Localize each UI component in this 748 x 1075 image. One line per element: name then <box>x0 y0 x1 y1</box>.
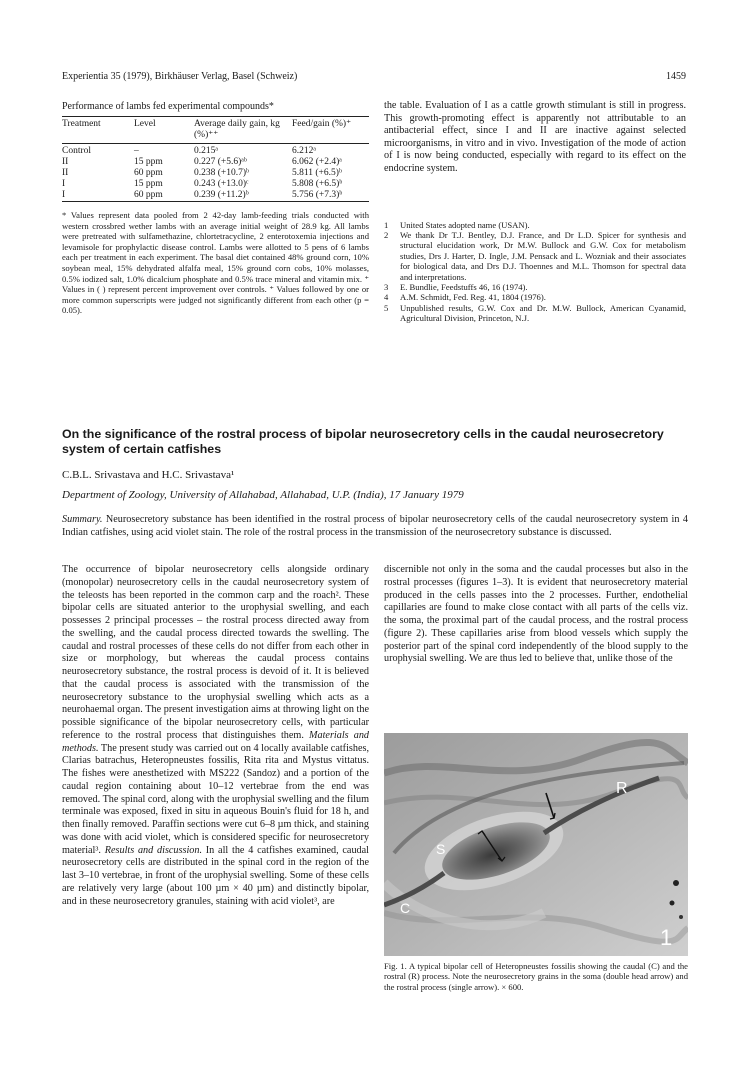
cell-feed-gain: 5.808 (+6.5)ᵇ <box>292 179 343 189</box>
cell-treatment: II <box>62 168 69 178</box>
results-text: In all the 4 catfishes examined, caudal neurosecretory cells are distributed in the spinal cord in the region of the last 3–10 vertebrae, in front of the urophysial swelling. Some of these cells are relatively very large (about 100 µm × 40 µm) and distinctly bipolar, and in these neurosecretory granules, staining with acid violet³, are <box>62 844 369 907</box>
figure-caption: Fig. 1. A typical bipolar cell of Heteropneustes fossilis showing the caudal (C) and the rostral (R) process. Note the neurosecretory grains in the soma (double head arrow) and the rostral process (single arrow). × 600. <box>384 961 688 992</box>
reference-number: 4 <box>384 292 389 303</box>
reference-text: E. Bundlie, Feedstuffs 46, 16 (1974). <box>400 282 528 292</box>
cell-feed-gain: 5.811 (+6.5)ᵇ <box>292 168 342 178</box>
cell-treatment: I <box>62 190 66 200</box>
cell-treatment: Control <box>62 146 92 156</box>
reference-item <box>384 220 686 230</box>
table-row <box>62 190 369 202</box>
reference-item <box>384 303 686 324</box>
methods-label: Materials and methods. <box>62 729 370 754</box>
micrograph-figure <box>384 733 688 956</box>
table-header-row <box>62 117 369 144</box>
reference-number: 3 <box>384 282 389 292</box>
label-caudal: C <box>400 900 411 916</box>
reference-number: 5 <box>384 302 389 313</box>
cell-gain: 0.238 (+10.7)ᵇ <box>194 168 250 178</box>
header-feed-gain: Feed/gain (%)⁺ <box>292 119 352 129</box>
micrograph-image <box>384 733 688 956</box>
header-level: Level <box>134 119 156 129</box>
cell-level: – <box>134 146 139 156</box>
intro-paragraph <box>62 564 369 908</box>
cell-treatment: II <box>62 157 69 167</box>
header-gain: Average daily gain, kg (%)⁺⁺ <box>194 119 280 140</box>
article-title: On the significance of the rostral process of bipolar neurosecretory cells in the caudal neurosecretory system of certain catfishes <box>62 427 664 456</box>
reference-text: Unpublished results, G.W. Cox and Dr. M.W. Bullock, American Cyanamid, Agricultural Division, Princeton, N.J. <box>400 302 686 324</box>
article-authors: C.B.L. Srivastava and H.C. Srivastava¹ <box>62 469 235 481</box>
cell-gain: 0.215ᵃ <box>194 146 218 156</box>
table-column <box>62 100 369 316</box>
performance-table <box>62 116 369 202</box>
reference-list <box>384 220 686 324</box>
cell-level: 60 ppm <box>134 190 163 200</box>
reference-number: 1 <box>384 219 389 230</box>
summary-label: Summary. <box>62 514 103 525</box>
methods-text: The present study was carried out on 4 locally available catfishes, Clarias batrachus, Heteropneustes fossilis, Rita rita and Mystus vittatus. The fishes were anesthetized with MS222 (Sandoz) and a portion of the caudal region containing about 10–12 vertebrae from the end was removed. The spinal cord, along with the urophysial swelling and the filum terminale was exposed, fixed in situ in aqueous Bouin's fluid for 18 h, and then finally removed. Paraffin sections were cut 6–8 µm thick, and staining was done with acid violet, which is considered specific for neurosecretory material³. <box>62 742 369 856</box>
table-row <box>62 168 369 179</box>
reference-text: A.M. Schmidt, Fed. Reg. 41, 1804 (1976). <box>400 292 546 303</box>
table-row <box>62 157 369 168</box>
page-number: 1459 <box>666 71 686 82</box>
reference-text: United States adopted name (USAN). <box>400 219 530 230</box>
table-footnote: * Values represent data pooled from 2 42-day lamb-feeding trials conducted with western crossbred wether lambs with an average initial weight of 28.9 kg. All lambs were pretreated with sulfamethazine, chlortetracycline, 2 enterotoxemia injections and levamisole for prophylactic disease control. Lambs were allotted to 5 pens of 6 lambs each per treatment in each experiment. The basal diet contained 48% ground corn, 10% soybean meal, 15% dehydrated alfalfa meal, 15% ground corn cobs, 10% molasses, 0.5% iodized salt, 1.0% dicalcium phosphate and 0.5% trace mineral and vitamin mix. ⁺ Values in ( ) represent percent improvement over controls. ⁺ Values followed by one or more common superscripts were judged not significantly different from each other (p = 0.05). <box>62 210 369 316</box>
label-soma: S <box>436 841 446 857</box>
cell-level: 15 ppm <box>134 179 163 189</box>
article-summary <box>62 514 688 539</box>
cell-treatment: I <box>62 179 66 189</box>
label-figure-number: 1 <box>660 925 673 950</box>
page-header <box>62 71 686 85</box>
header-treatment: Treatment <box>62 119 101 129</box>
cell-level: 60 ppm <box>134 168 163 178</box>
reference-item <box>384 282 686 292</box>
reference-item <box>384 292 686 302</box>
results-label: Results and discussion. <box>104 844 203 856</box>
table-title: Performance of lambs fed experimental compounds* <box>62 101 274 112</box>
table-row <box>62 144 369 158</box>
intro-text: The occurrence of bipolar neurosecretory cells alongside ordinary (monopolar) neurosecretory cells in the caudal neurosecretory system of the teleosts has been reported in the common carp and the roach². These bipolar cells are situated anterior to the urophysial swelling, and each possesses 2 principal processes – the rostral process directed away from the swelling, and the caudal process directed towards the swelling. The caudal and rostral processes of these cells do not differ from each other in size or morphology, but whereas the caudal process contains neurosecretory substance, the rostral process is devoid of it. It is believed that the caudal process is associated with the transmission of the neurosecretory substance to the urophysial swelling which acts as a neurohaemal organ. The present investigation aims at throwing light on the possible significance of the bipolar neurosecretory cells, with particular reference to the rostral process that distinguishes them. <box>62 564 369 741</box>
cell-gain: 0.227 (+5.6)ᵃᵇ <box>194 157 247 167</box>
cell-feed-gain: 6.062 (+2.4)ᵃ <box>292 157 342 167</box>
label-rostral: R <box>616 780 628 797</box>
right-column-top <box>384 100 686 324</box>
cell-feed-gain: 6.212ᵃ <box>292 146 316 156</box>
reference-number: 2 <box>384 229 389 240</box>
table-row <box>62 179 369 190</box>
cell-gain: 0.243 (+13.0)ᶜ <box>194 179 249 189</box>
results-continued-paragraph: discernible not only in the soma and the caudal processes but also in the rostral processes (figures 1–3). It is evident that neurosecretory material produced in the cells passes into the 2 processes. Further, endothelial capillaries are found to make close contact with all parts of the cells viz. the soma, the proximal part of the caudal process, and the rostral process (figure 2). These capillaries arise from blood vessels which supply the posterior part of the spinal cord independently of the blood supply to the urophysial swelling. We are thus led to believe that, unlike those of the <box>384 564 688 665</box>
article-affiliation: Department of Zoology, University of Allahabad, Allahabad, U.P. (India), 17 January 1979 <box>62 489 464 501</box>
cell-feed-gain: 5.756 (+7.3)ᵇ <box>292 190 343 200</box>
body-left-column <box>62 564 369 908</box>
journal-citation: Experientia 35 (1979), Birkhäuser Verlag, Basel (Schweiz) <box>62 71 298 82</box>
body-right-column <box>384 564 688 666</box>
reference-text: We thank Dr T.J. Bentley, D.J. France, and Dr L.D. Spicer for synthesis and structural elucidation work, Dr M.W. Bullock and G.W. Cox for metabolism studies, Drs J. Harter, D. Ingle, J.M. Pensack and L. Wozniak and their associates for biological data, and Drs D.J. Thoennes and M.L. Thomson for spectral data and interpretations. <box>400 229 686 282</box>
continued-paragraph: the table. Evaluation of I as a cattle growth stimulant is still in progress. This growth-promoting effect is apparently not attributable to an antibacterial effect, since I and II are inactive against selected microorganisms, in vitro and in vivo. Investigation of the mode of action of I is now being conducted, especially with regard to its effect on the endocrine system. <box>384 100 686 174</box>
reference-item <box>384 230 686 282</box>
cell-gain: 0.239 (+11.2)ᵇ <box>194 190 249 200</box>
summary-text: Neurosecretory substance has been identified in the rostral process of bipolar neurosecretory cells of the caudal neurosecretory system in 4 Indian catfishes, using acid violet stain. The role of the rostral process in the transmission of the neurosecretory substance is discussed. <box>62 514 688 538</box>
cell-level: 15 ppm <box>134 157 163 167</box>
